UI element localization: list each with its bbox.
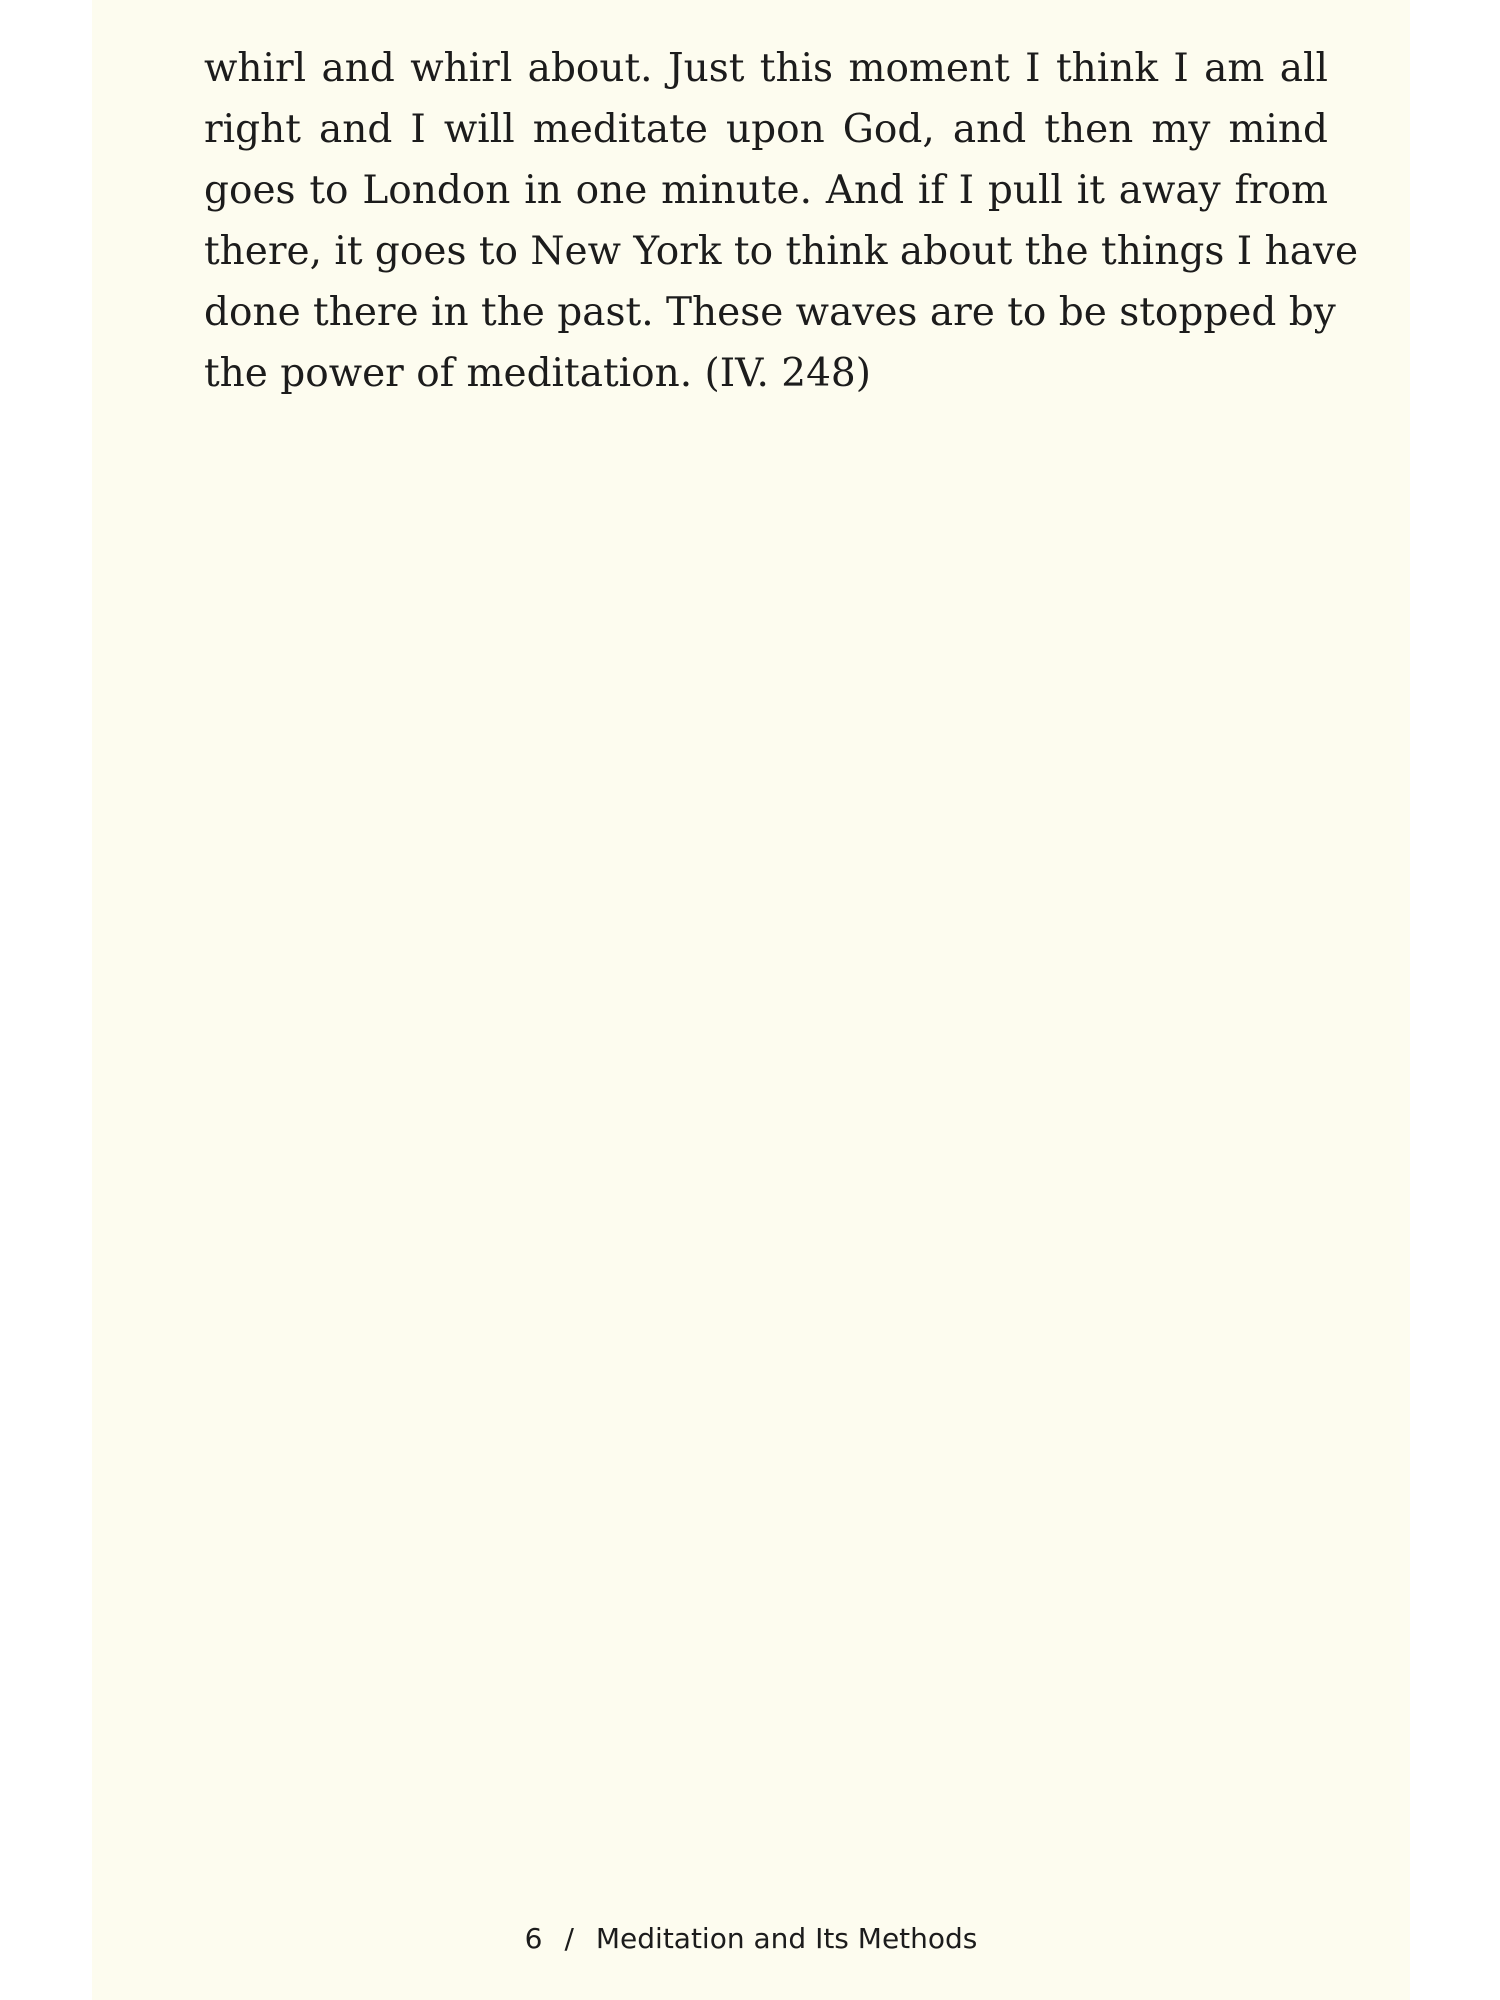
text-line: goes to London in one minute. And if I pull it away from	[204, 168, 1328, 213]
text-line: done there in the past. These waves are to be stopped by	[204, 290, 1336, 335]
body-text	[204, 38, 1359, 404]
text-line: there, it goes to New York to think about the things I have	[204, 229, 1359, 274]
page-number: 6	[524, 1922, 543, 1955]
text-line: whirl and whirl about. Just this moment I think I am all	[204, 46, 1328, 91]
text-line: the power of meditation. (IV. 248)	[204, 351, 871, 396]
book-title: Meditation and Its Methods	[595, 1922, 978, 1955]
page-footer	[92, 1922, 1410, 1955]
book-page	[92, 0, 1410, 2000]
text-line: right and I will meditate upon God, and then my mind	[204, 107, 1328, 152]
footer-separator: /	[564, 1922, 574, 1955]
